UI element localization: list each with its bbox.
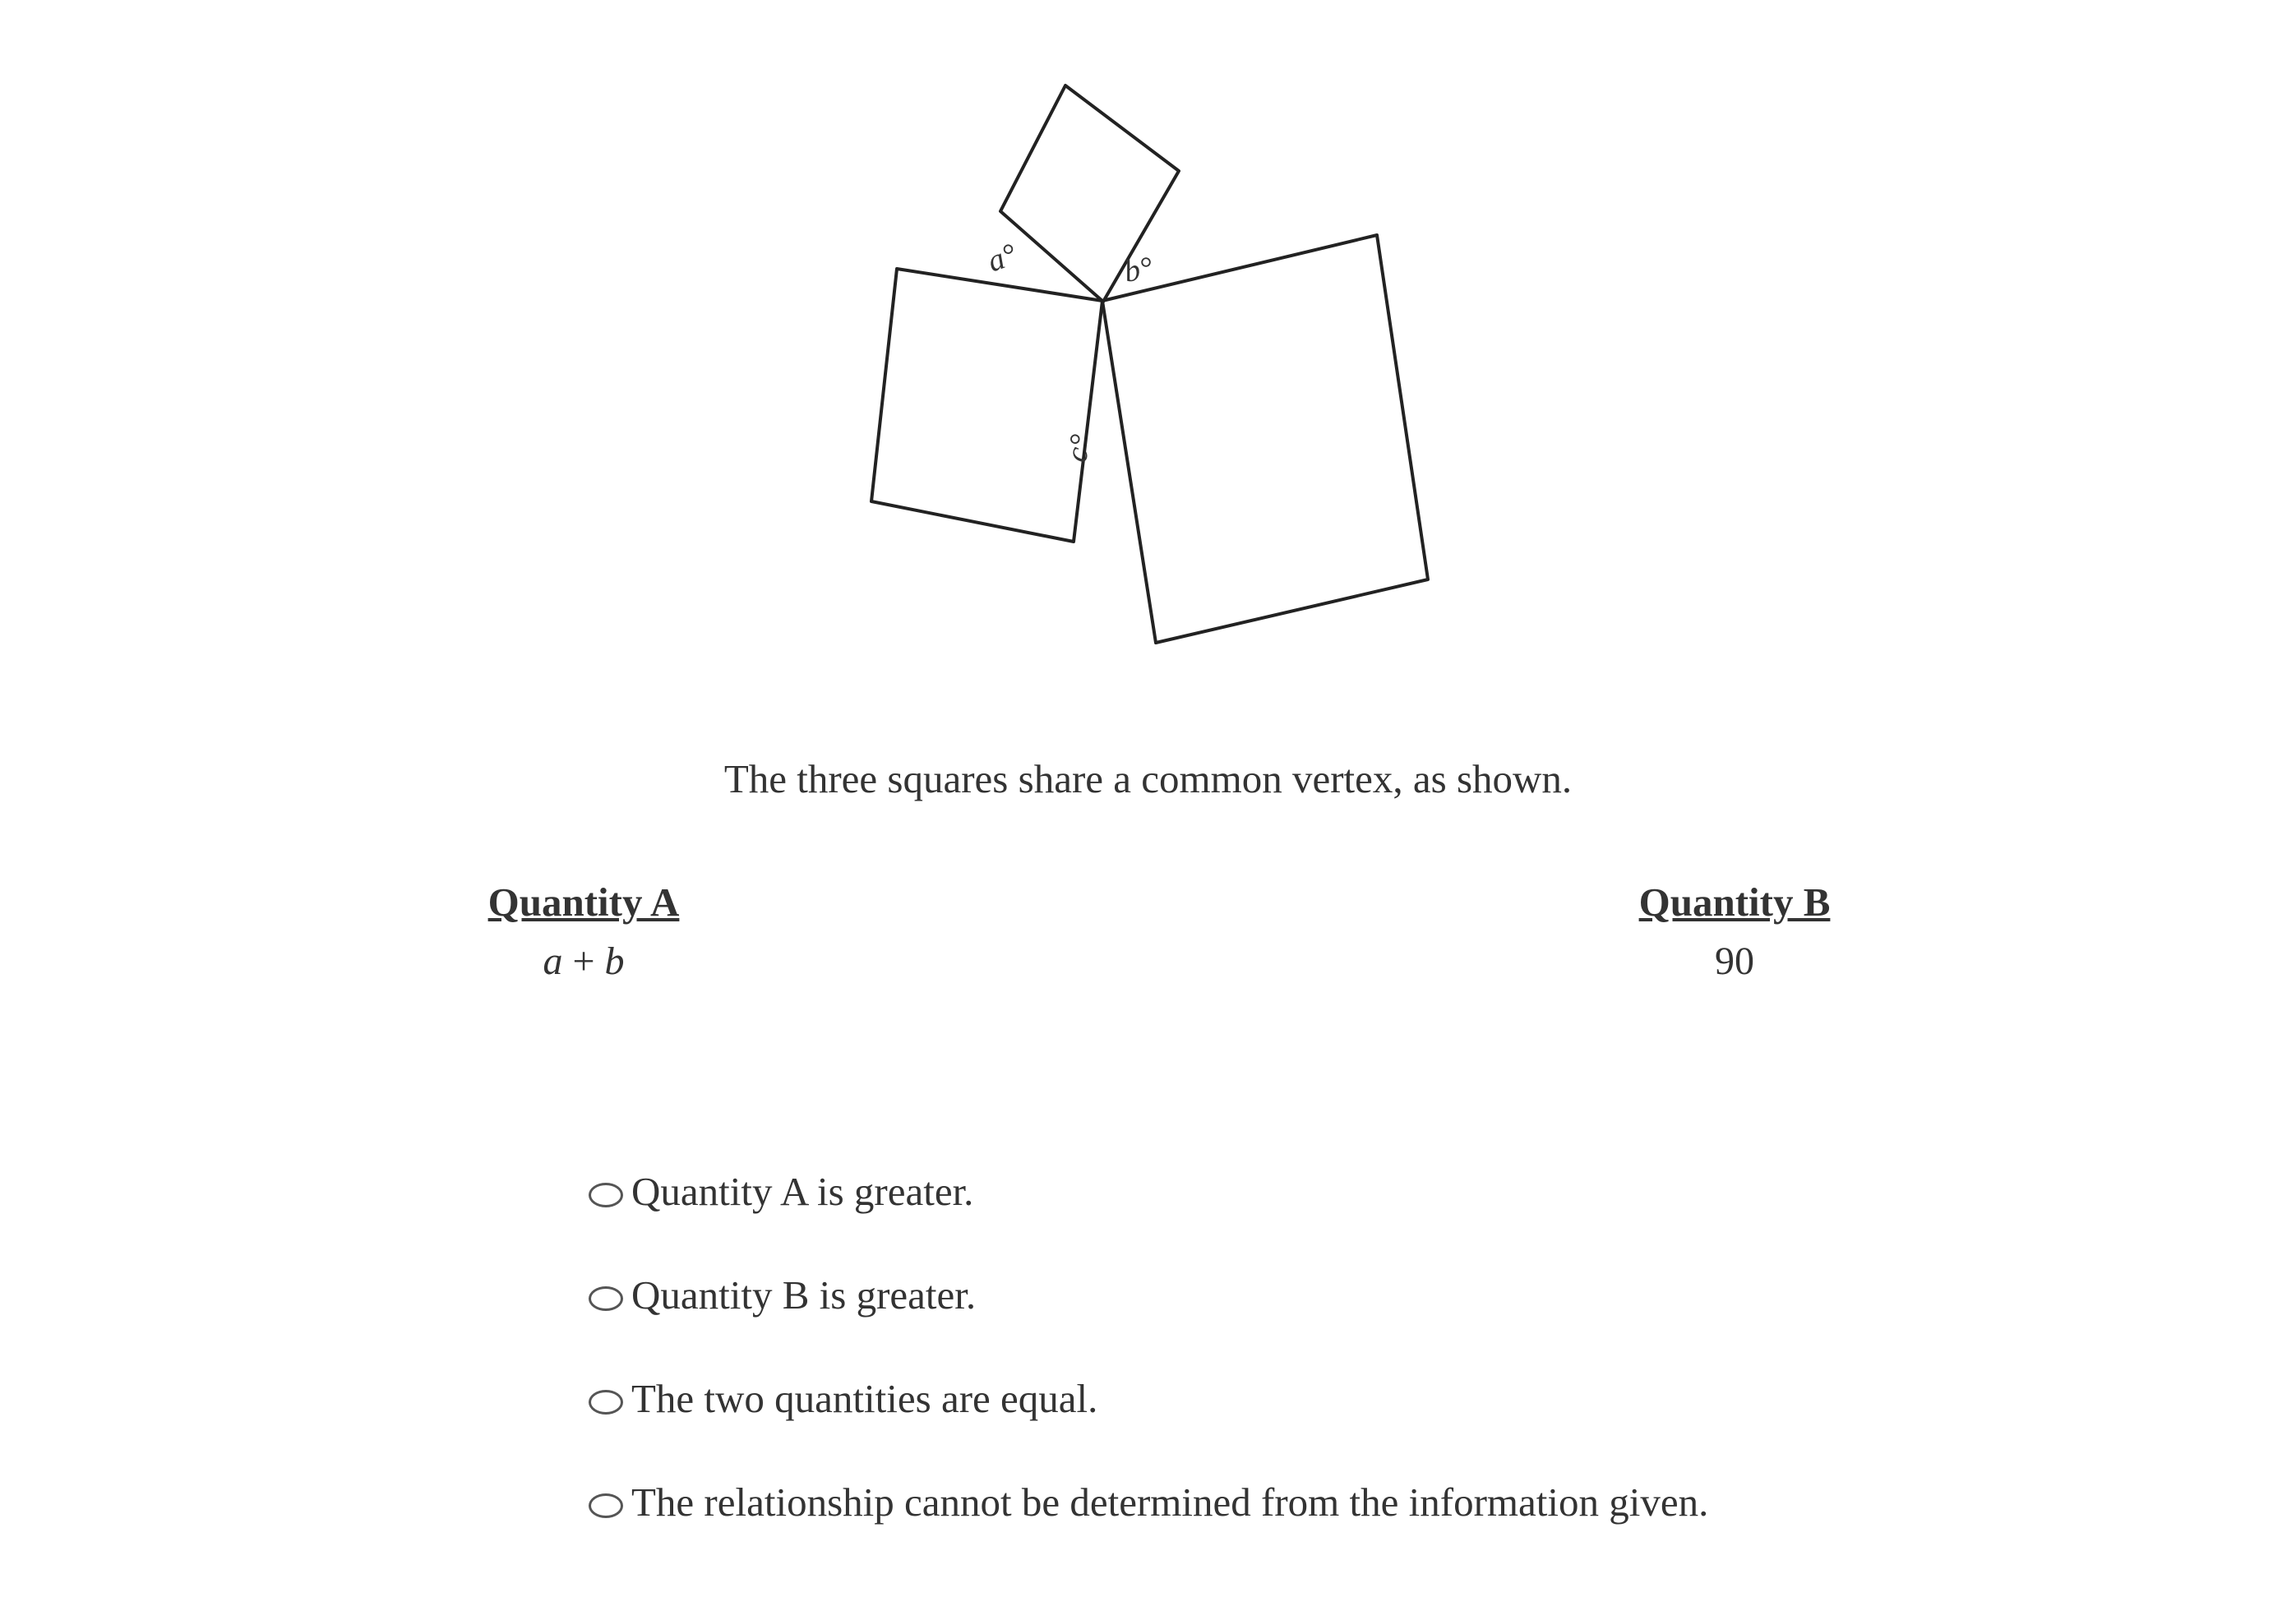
choice-label: The relationship cannot be determined from the information given. [631, 1479, 1709, 1525]
left-square [871, 269, 1102, 542]
angle-label-b: b° [1121, 250, 1156, 289]
radio-button[interactable] [589, 1390, 623, 1415]
radio-button[interactable] [589, 1493, 623, 1518]
right-square [1102, 235, 1428, 643]
angle-label-c: c° [1059, 431, 1099, 466]
three-squares-figure [847, 74, 1471, 666]
angle-label-a: a° [982, 237, 1022, 279]
quantity-a-heading: Quantity A [487, 879, 680, 925]
quantity-b-heading: Quantity B [1638, 879, 1831, 925]
quantity-a-op: + [562, 939, 605, 983]
answer-choices [589, 1167, 1708, 1581]
choice-equal[interactable] [589, 1374, 1708, 1424]
radio-button[interactable] [589, 1286, 623, 1311]
quantity-b-value: 90 [1715, 939, 1754, 983]
figure-svg [847, 74, 1471, 666]
choice-cannot-determine[interactable] [589, 1478, 1708, 1527]
radio-button[interactable] [589, 1183, 623, 1207]
quantity-a-value [419, 937, 748, 986]
quantity-a-column [419, 878, 748, 986]
quantity-b-column [1570, 878, 1899, 986]
choice-label: The two quantities are equal. [631, 1376, 1098, 1421]
question-stem: The three squares share a common vertex, as shown. [723, 756, 1573, 801]
choice-label: Quantity B is greater. [631, 1272, 977, 1318]
quantity-a-var1: a [543, 939, 563, 983]
quantity-a-var2: b [604, 939, 625, 983]
choice-a-greater[interactable] [589, 1167, 1708, 1216]
choice-b-greater[interactable] [589, 1271, 1708, 1320]
choice-label: Quantity A is greater. [631, 1169, 974, 1214]
